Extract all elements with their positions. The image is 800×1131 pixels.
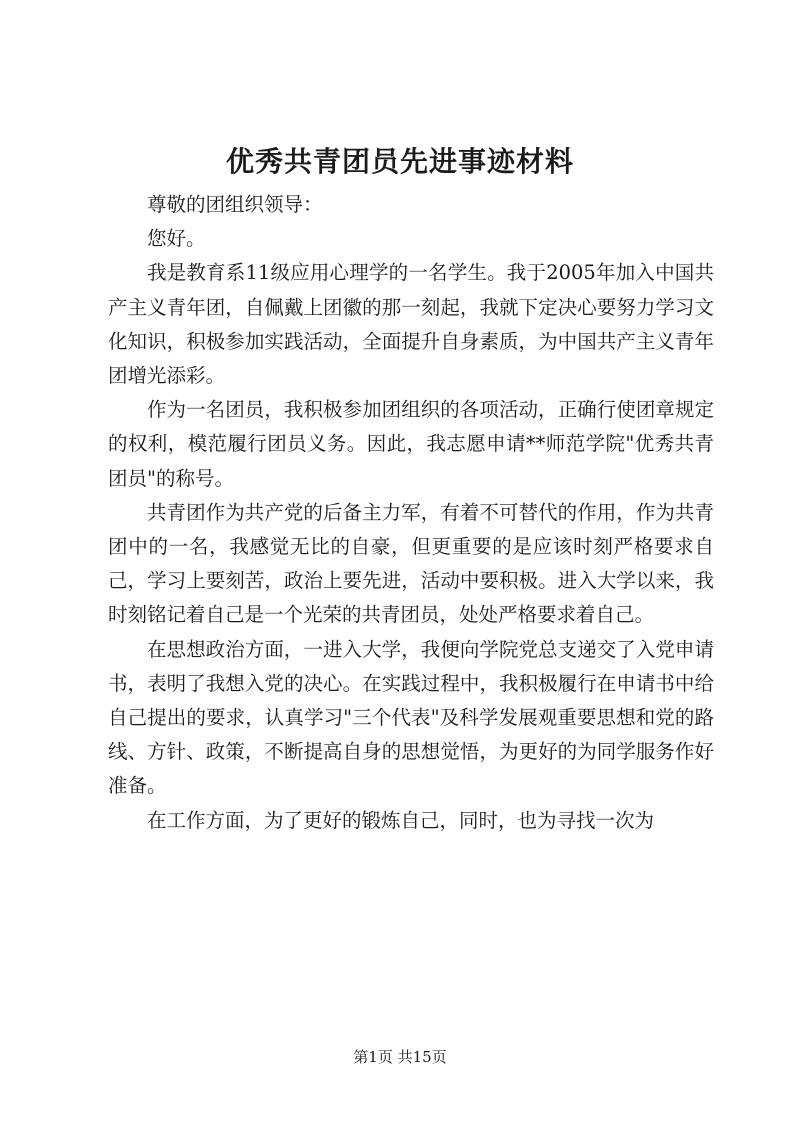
page-number: 第1页 共15页 bbox=[353, 1048, 447, 1066]
document-title: 优秀共青团员先进事迹材料 bbox=[225, 145, 574, 178]
salutation: 尊敬的团组织领导： bbox=[147, 193, 323, 216]
greeting: 您好。 bbox=[147, 227, 206, 251]
paragraph-application: 作为一名团员，我积极参加团组织的各项活动，正确行使团章规定的权利，模范履行团员义务。因此，我志愿申请**师范学院"优秀共青团员"的称号。 bbox=[108, 398, 714, 490]
paragraph-role: 共青团作为共产党的后备主力军，有着不可替代的作用，作为共青团中的一名，我感觉无比的自豪，但更重要的是应该时刻严格要求自己，学习上要刻苦，政治上要先进，活动中要积极。进入大学以来，我时刻铭记着自己是一个光荣的共青团员，处处严格要求着自己。 bbox=[108, 500, 714, 627]
document-body bbox=[108, 188, 714, 838]
paragraph-political: 在思想政治方面，一进入大学，我便向学院党总支递交了入党申请书，表明了我想入党的决心。在实践过程中，我积极履行在申请书中给自己提出的要求，认真学习"三个代表"及科学发展观重要思想和党的路线、方针、政策，不断提高自身的思想觉悟，为更好的为同学服务作好准备。 bbox=[108, 637, 714, 798]
paragraph-work: 在工作方面，为了更好的锻炼自己，同时，也为寻找一次为 bbox=[147, 808, 655, 832]
paragraph-intro: 我是教育系11级应用心理学的一名学生。我于2005年加入中国共产主义青年团，自佩戴上团徽的那一刻起，我就下定决心要努力学习文化知识，积极参加实践活动，全面提升自身素质，为中国共产主义青年团增光添彩。 bbox=[108, 261, 714, 388]
